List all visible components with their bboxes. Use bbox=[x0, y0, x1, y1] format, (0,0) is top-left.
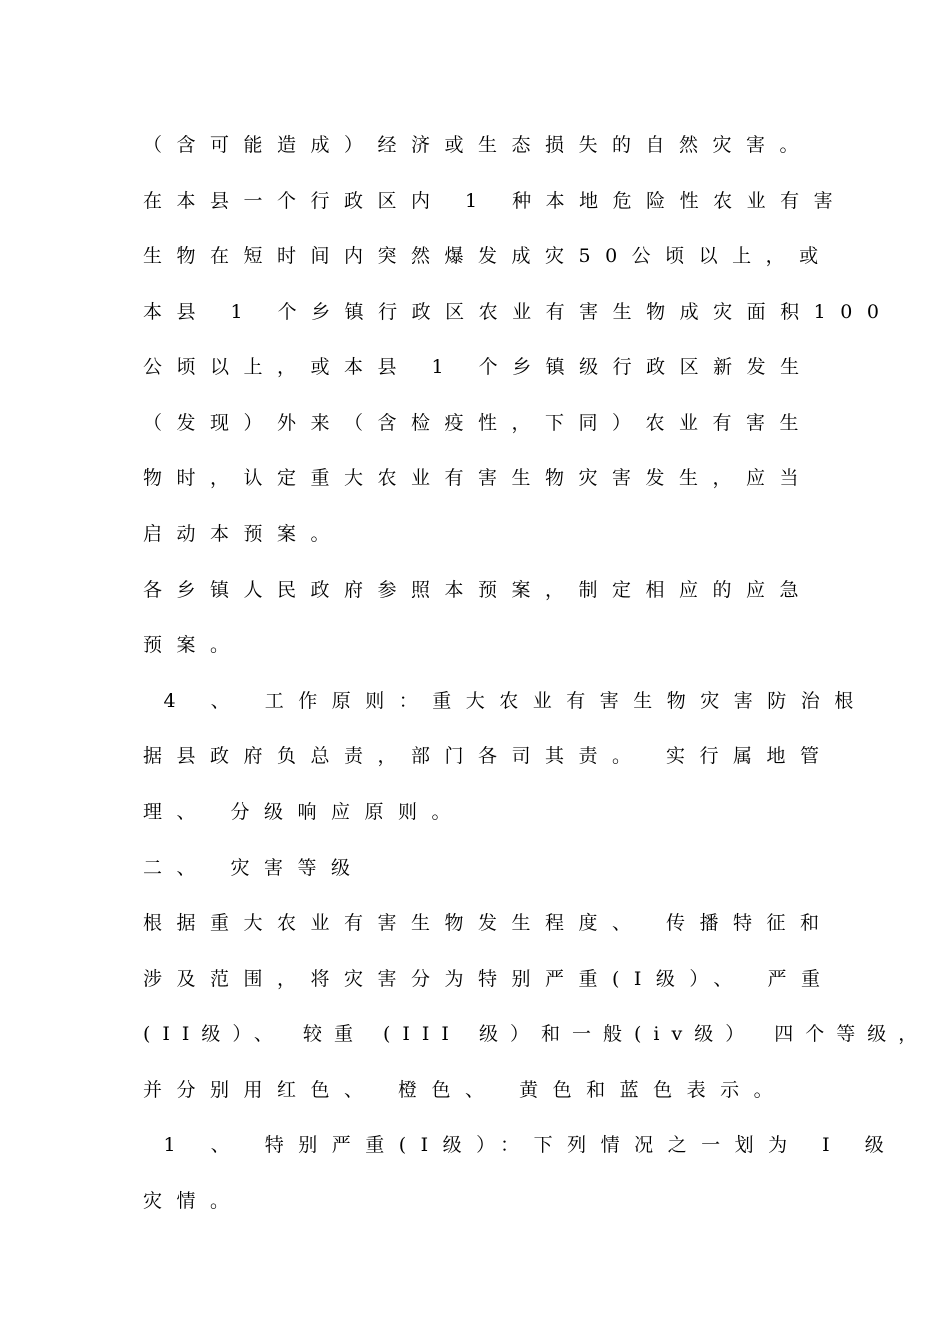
text-line: （发现）外来（含检疫性，下同）农业有害生 bbox=[143, 412, 814, 434]
text-line: （含可能造成）经济或生态损失的自然灾害。 bbox=[143, 134, 814, 156]
text-line: 物时，认定重大农业有害生物灾害发生，应当 bbox=[143, 467, 814, 489]
text-line: 各乡镇人民政府参照本预案，制定相应的应急 bbox=[143, 579, 814, 601]
text-line: 4 、 工作原则：重大农业有害生物灾害防治根 bbox=[143, 690, 868, 712]
text-line: (II级）、 较重 (III 级）和一般(iv级） 四个等级， bbox=[143, 1023, 930, 1045]
text-line: 灾情。 bbox=[143, 1190, 244, 1212]
text-line: 并分别用红色、 橙色、 黄色和蓝色表示。 bbox=[143, 1079, 788, 1101]
text-line: 理、 分级响应原则。 bbox=[143, 801, 466, 823]
text-line: 在本县一个行政区内 1 种本地危险性农业有害 bbox=[143, 190, 848, 212]
text-line: 根据重大农业有害生物发生程度、 传播特征和 bbox=[143, 912, 834, 934]
text-line: 启动本预案。 bbox=[143, 523, 345, 545]
text-line: 本县 1 个乡镇行政区农业有害生物成灾面积100 bbox=[143, 301, 894, 323]
text-line: 生物在短时间内突然爆发成灾50公顷以上，或 bbox=[143, 245, 833, 267]
text-line: 公顷以上，或本县 1 个乡镇级行政区新发生 bbox=[143, 356, 814, 378]
section-heading: 二、 灾害等级 bbox=[143, 857, 365, 879]
text-line: 1 、 特别严重(I级）：下列情况之一划为 I 级 bbox=[143, 1134, 899, 1156]
text-line: 预案。 bbox=[143, 634, 244, 656]
text-line: 据县政府负总责，部门各司其责。 实行属地管 bbox=[143, 745, 834, 767]
text-line: 涉及范围，将灾害分为特别严重(I级）、 严重 bbox=[143, 968, 835, 990]
